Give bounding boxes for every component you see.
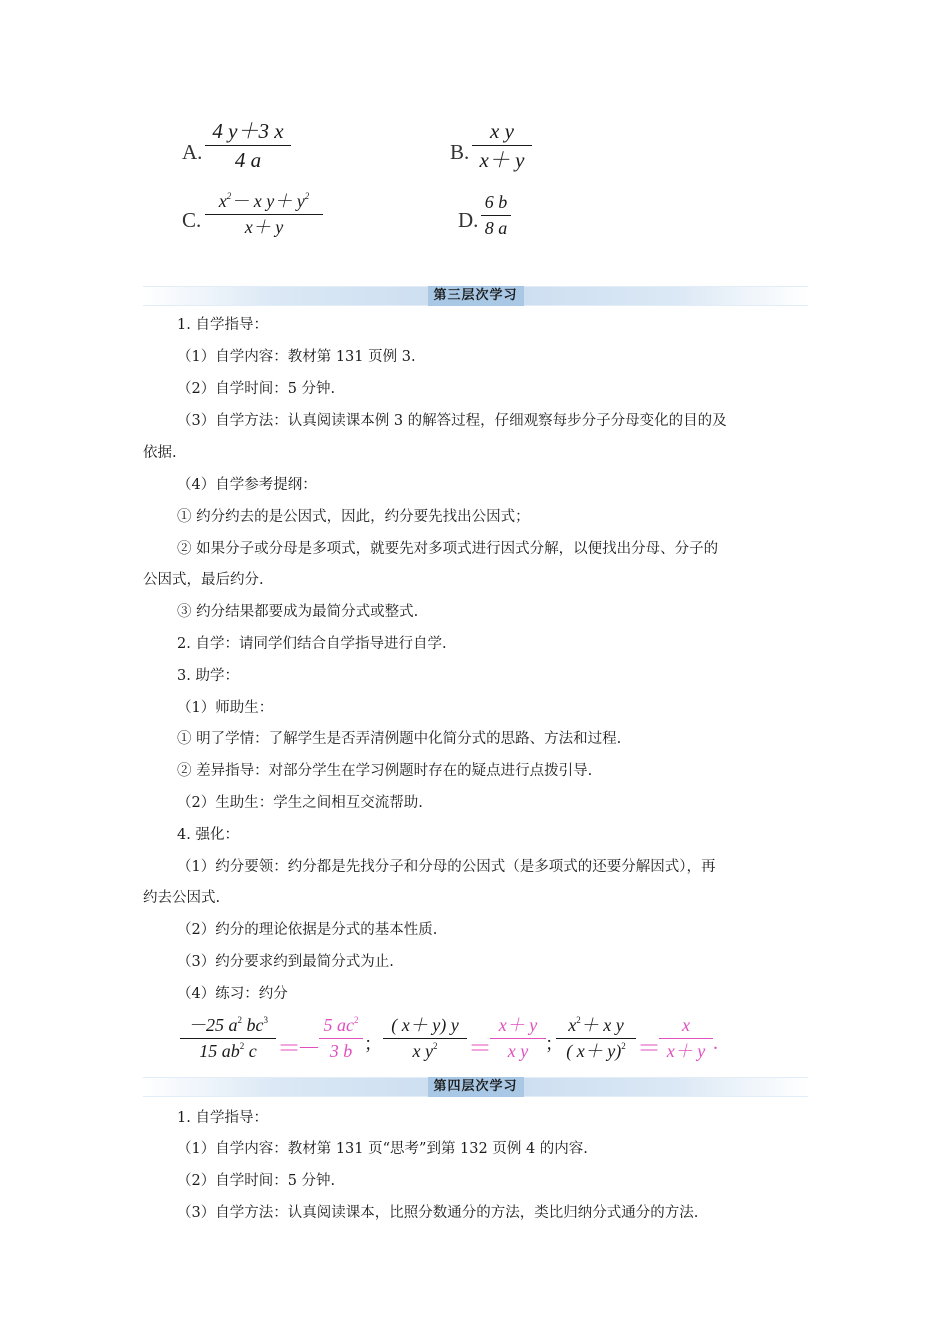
s3-line: （1）约分要领：约分都是先找分子和分母的公因式（是多项式的还要分解因式），再 (177, 859, 716, 875)
option-d-denominator: 8 a (484, 217, 508, 238)
equals-sign: ＝ (637, 1036, 661, 1062)
option-c-label: C. (182, 208, 202, 232)
s3-line: ② 差异指导：对部分学生在学习例题时存在的疑点进行点拨引导. (177, 763, 593, 779)
s3-line: （1）自学内容：教材第 131 页例 3. (177, 349, 416, 365)
separator: ； (545, 1034, 563, 1054)
s3-line: （1）师助生： (177, 700, 274, 716)
s3-line: 4. 强化： (177, 827, 239, 843)
s4-line: 1. 自学指导： (177, 1110, 268, 1126)
s3-line: ① 约分约去的是公因式，因此，约分要先找出公因式； (177, 509, 530, 525)
option-b-numerator: x y (490, 119, 514, 143)
section3-banner (143, 286, 808, 306)
section3-title: 第三层次学习 (427, 286, 523, 306)
s3-line: 公因式，最后约分. (143, 572, 264, 588)
s3-line: （2）约分的理论依据是分式的基本性质. (177, 922, 438, 938)
separator: ； (364, 1034, 382, 1054)
option-d-fraction (481, 193, 511, 239)
option-a-label: A. (182, 140, 203, 164)
option-b-fraction (472, 120, 532, 172)
option-a-fraction (205, 120, 291, 172)
s3-line: ① 明了学情：了解学生是否弄清例题中化简分式的思路、方法和过程. (177, 731, 622, 747)
s4-line: （1）自学内容：教材第 131 页“思考”到第 132 页例 4 的内容. (177, 1141, 588, 1157)
answer1-fraction: 5 $ac^2$ 3 b (319, 1016, 363, 1062)
option-a-denominator: 4 a (234, 148, 262, 173)
exercise2-fraction: ( x＋ y) y x $y^2$ (383, 1016, 467, 1062)
s4-line: （3）自学方法：认真阅读课本，比照分数通分的方法，类比归纳分式通分的方法. (177, 1205, 699, 1221)
s3-line: （2）生助生：学生之间相互交流帮助. (177, 795, 423, 811)
minus-sign: － (297, 1036, 321, 1062)
s3-line: （4）练习：约分 (177, 986, 288, 1002)
s3-line: （3）约分要求约到最简分式为止. (177, 954, 394, 970)
s3-line: ③ 约分结果都要成为最简分式或整式. (177, 604, 419, 620)
equals-sign: ＝ (277, 1036, 301, 1062)
option-c-numerator: $x^2- x$ $y+ y^2$ (218, 190, 310, 211)
period: . (713, 1032, 718, 1054)
answer2-fraction: x＋ y x y (490, 1016, 546, 1062)
option-d-label: D. (458, 208, 479, 232)
s3-line: 约去公因式. (143, 890, 221, 906)
section4-banner (143, 1077, 808, 1097)
s3-line: 依据. (143, 445, 177, 461)
answer3-fraction: x x＋ y (659, 1016, 713, 1062)
exercise3-fraction: $x^2+ x$ y ( x＋ y)$^2$ (556, 1016, 636, 1062)
equals-sign: ＝ (468, 1036, 492, 1062)
s3-line: （3）自学方法：认真阅读课本例 3 的解答过程，仔细观察每步分子分母变化的目的及 (177, 413, 727, 429)
s3-line: （4）自学参考提纲： (177, 477, 317, 493)
option-a-numerator: 4 y＋3 x (212, 119, 284, 143)
s3-line: ② 如果分子或分母是多项式，就要先对多项式进行因式分解，以便找出分母、分子的 (177, 541, 719, 557)
option-c-fraction (205, 192, 323, 238)
s4-line: （2）自学时间：5 分钟. (177, 1173, 336, 1189)
option-b-denominator: x＋ y (479, 148, 525, 173)
s3-line: 3. 助学： (177, 668, 239, 684)
exercise1-fraction: －25 $a^2$ $bc^3$ 15 $ab^2$ c (180, 1016, 276, 1062)
option-b-label: B. (450, 140, 470, 164)
s3-line: （2）自学时间：5 分钟. (177, 381, 336, 397)
s3-line: 1. 自学指导： (177, 317, 268, 333)
option-c-denominator: x＋ y (244, 216, 284, 237)
option-d-numerator: 6 b (484, 192, 508, 212)
s3-line: 2. 自学：请同学们结合自学指导进行自学. (177, 636, 447, 652)
section4-title: 第四层次学习 (427, 1077, 523, 1097)
